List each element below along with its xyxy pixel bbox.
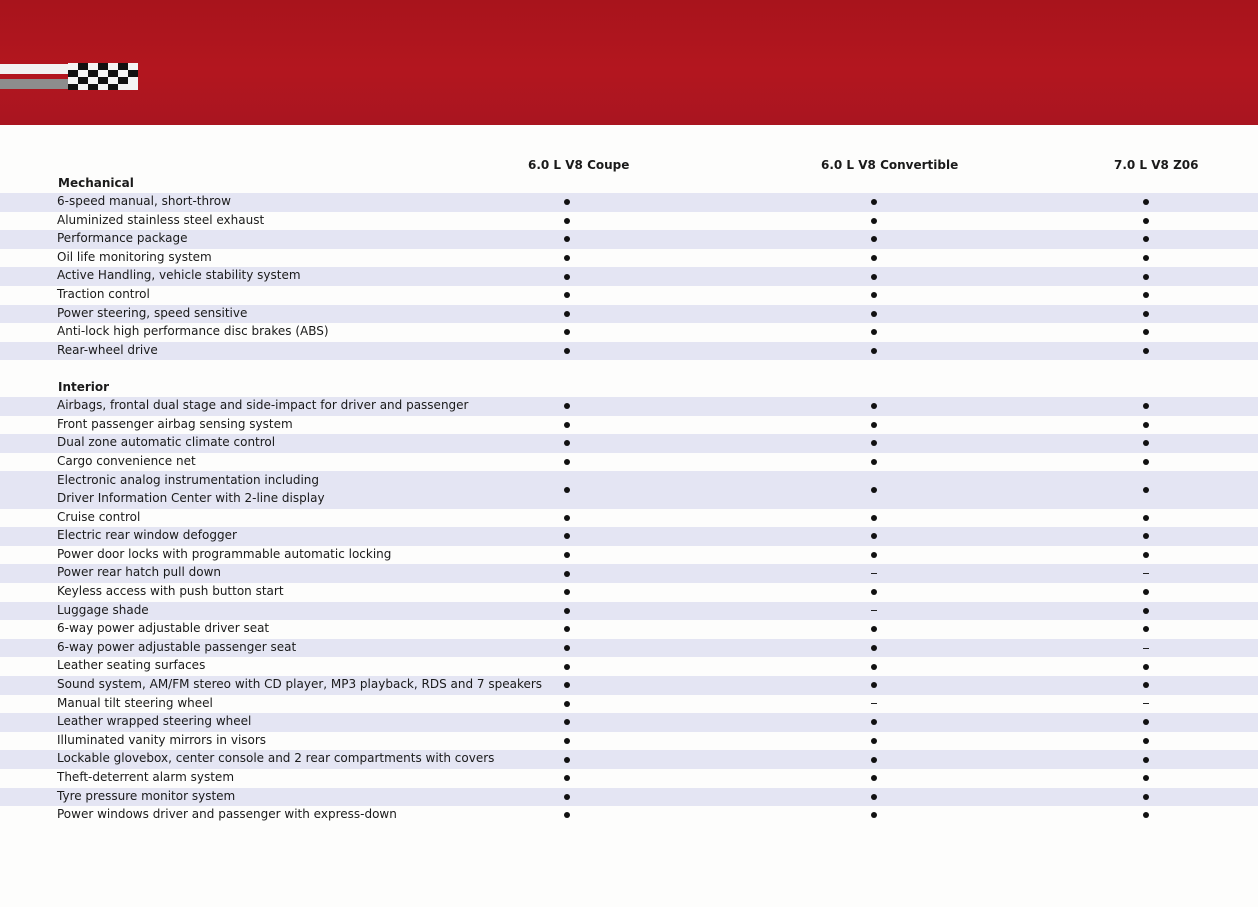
standard-dot-icon <box>871 218 877 224</box>
standard-dot-icon <box>1143 403 1149 409</box>
availability-cell <box>557 788 577 807</box>
standard-dot-icon <box>871 459 877 465</box>
standard-dot-icon <box>1143 608 1149 614</box>
availability-cell <box>864 602 884 621</box>
standard-dot-icon <box>1143 292 1149 298</box>
availability-cell <box>864 212 884 231</box>
feature-label: Sound system, AM/FM stereo with CD player, MP3 playback, RDS and 7 speakers <box>57 677 543 691</box>
standard-dot-icon <box>871 738 877 744</box>
standard-dot-icon <box>564 571 570 577</box>
table-row <box>0 471 1258 508</box>
availability-cell <box>557 323 577 342</box>
standard-dot-icon <box>564 440 570 446</box>
standard-dot-icon <box>871 757 877 763</box>
feature-label-line: Driver Information Center with 2-line display <box>57 491 325 506</box>
standard-dot-icon <box>564 812 570 818</box>
feature-label: Tyre pressure monitor system <box>57 788 236 803</box>
availability-cell <box>1136 453 1156 472</box>
availability-cell <box>864 230 884 249</box>
availability-cell <box>1136 620 1156 639</box>
standard-dot-icon <box>564 608 570 614</box>
feature-label: 6-speed manual, short-throw <box>57 194 231 208</box>
standard-dot-icon <box>1143 775 1149 781</box>
availability-cell <box>1136 416 1156 435</box>
table-row <box>0 453 1258 472</box>
availability-cell <box>1136 750 1156 769</box>
standard-dot-icon <box>1143 274 1149 280</box>
availability-cell <box>557 713 577 732</box>
availability-cell <box>864 564 884 583</box>
standard-dot-icon <box>871 274 877 280</box>
availability-cell <box>557 397 577 416</box>
not-available-dash-icon <box>1143 573 1149 574</box>
standard-dot-icon <box>564 775 570 781</box>
feature-label: Manual tilt steering wheel <box>57 695 213 710</box>
standard-dot-icon <box>1143 440 1149 446</box>
availability-cell <box>1136 639 1156 658</box>
feature-label: Keyless access with push button start <box>57 584 284 598</box>
standard-dot-icon <box>871 487 877 493</box>
standard-dot-icon <box>564 487 570 493</box>
availability-cell <box>557 695 577 714</box>
table-row <box>0 323 1258 342</box>
availability-cell <box>1136 769 1156 788</box>
availability-cell <box>557 546 577 565</box>
standard-dot-icon <box>1143 664 1149 670</box>
availability-cell <box>1136 657 1156 676</box>
not-available-dash-icon <box>1143 703 1149 704</box>
standard-dot-icon <box>564 311 570 317</box>
table-row <box>0 750 1258 769</box>
standard-dot-icon <box>1143 348 1149 354</box>
table-row <box>0 583 1258 602</box>
table-row <box>0 286 1258 305</box>
table-row <box>0 230 1258 249</box>
table-row <box>0 564 1258 583</box>
availability-cell <box>557 732 577 751</box>
standard-dot-icon <box>871 255 877 261</box>
standard-dot-icon <box>564 459 570 465</box>
availability-cell <box>557 657 577 676</box>
availability-cell <box>864 527 884 546</box>
feature-label: 6-way power adjustable passenger seat <box>57 639 297 654</box>
availability-cell <box>864 509 884 528</box>
table-row <box>0 639 1258 658</box>
availability-cell <box>864 323 884 342</box>
standard-dot-icon <box>1143 487 1149 493</box>
standard-dot-icon <box>564 533 570 539</box>
standard-dot-icon <box>564 552 570 558</box>
not-available-dash-icon <box>871 703 877 704</box>
availability-cell <box>557 453 577 472</box>
feature-label: Airbags, frontal dual stage and side-impact for driver and passenger <box>57 398 469 412</box>
table-row <box>0 602 1258 621</box>
availability-cell <box>1136 397 1156 416</box>
availability-cell <box>557 620 577 639</box>
availability-cell <box>1136 583 1156 602</box>
standard-dot-icon <box>871 626 877 632</box>
feature-label: Rear-wheel drive <box>57 342 158 357</box>
availability-cell <box>1136 286 1156 305</box>
standard-dot-icon <box>564 348 570 354</box>
standard-dot-icon <box>564 757 570 763</box>
availability-cell <box>1136 193 1156 212</box>
table-row <box>0 806 1258 825</box>
standard-dot-icon <box>1143 236 1149 242</box>
standard-dot-icon <box>1143 199 1149 205</box>
availability-cell <box>864 806 884 825</box>
availability-cell <box>557 230 577 249</box>
availability-cell <box>557 564 577 583</box>
standard-dot-icon <box>564 199 570 205</box>
standard-dot-icon <box>1143 515 1149 521</box>
standard-dot-icon <box>1143 738 1149 744</box>
table-row <box>0 676 1258 695</box>
availability-cell <box>864 305 884 324</box>
availability-cell <box>1136 323 1156 342</box>
standard-dot-icon <box>1143 459 1149 465</box>
standard-dot-icon <box>564 422 570 428</box>
feature-label: Power rear hatch pull down <box>57 565 222 580</box>
table-row <box>0 657 1258 676</box>
standard-dot-icon <box>871 664 877 670</box>
availability-cell <box>1136 695 1156 714</box>
availability-cell <box>557 434 577 453</box>
standard-dot-icon <box>871 311 877 317</box>
table-row <box>0 546 1258 565</box>
standard-dot-icon <box>564 255 570 261</box>
availability-cell <box>557 750 577 769</box>
standard-dot-icon <box>1143 218 1149 224</box>
feature-label: Power steering, speed sensitive <box>57 305 248 320</box>
availability-cell <box>864 249 884 268</box>
availability-cell <box>1136 267 1156 286</box>
feature-label <box>57 471 325 507</box>
standard-dot-icon <box>871 794 877 800</box>
feature-label: Leather wrapped steering wheel <box>57 714 252 729</box>
availability-cell <box>1136 676 1156 695</box>
table-row <box>0 732 1258 751</box>
availability-cell <box>1136 527 1156 546</box>
standard-dot-icon <box>871 775 877 781</box>
availability-cell <box>864 657 884 676</box>
availability-cell <box>864 471 884 508</box>
availability-cell <box>1136 212 1156 231</box>
column-header-convertible: 6.0 L V8 Convertible <box>821 158 959 172</box>
availability-cell <box>864 695 884 714</box>
availability-cell <box>1136 509 1156 528</box>
availability-cell <box>1136 434 1156 453</box>
feature-label: 6-way power adjustable driver seat <box>57 621 270 636</box>
table-row <box>0 397 1258 416</box>
table-row <box>0 527 1258 546</box>
column-header-coupe: 6.0 L V8 Coupe <box>528 158 630 172</box>
table-row <box>0 769 1258 788</box>
table-row <box>0 193 1258 212</box>
standard-dot-icon <box>564 589 570 595</box>
header-banner <box>0 0 1258 125</box>
table-row <box>0 434 1258 453</box>
feature-label: Cruise control <box>57 509 141 524</box>
availability-cell <box>864 342 884 361</box>
availability-cell <box>557 583 577 602</box>
availability-cell <box>864 750 884 769</box>
standard-dot-icon <box>564 738 570 744</box>
standard-dot-icon <box>564 682 570 688</box>
standard-dot-icon <box>564 794 570 800</box>
standard-dot-icon <box>564 719 570 725</box>
standard-dot-icon <box>564 626 570 632</box>
availability-cell <box>557 286 577 305</box>
availability-cell <box>864 286 884 305</box>
standard-dot-icon <box>564 515 570 521</box>
availability-cell <box>864 453 884 472</box>
not-available-dash-icon <box>871 610 877 611</box>
table-row <box>0 212 1258 231</box>
standard-dot-icon <box>564 701 570 707</box>
standard-dot-icon <box>871 348 877 354</box>
availability-cell <box>557 267 577 286</box>
section-title: Mechanical <box>58 176 134 190</box>
standard-dot-icon <box>564 218 570 224</box>
table-row <box>0 509 1258 528</box>
standard-dot-icon <box>1143 552 1149 558</box>
white-stripe <box>0 64 78 74</box>
feature-label: Traction control <box>57 287 150 301</box>
standard-dot-icon <box>1143 682 1149 688</box>
feature-label: Illuminated vanity mirrors in visors <box>57 732 267 747</box>
availability-cell <box>1136 602 1156 621</box>
grey-stripe <box>0 79 78 89</box>
standard-dot-icon <box>564 292 570 298</box>
table-row <box>0 695 1258 714</box>
standard-dot-icon <box>564 236 570 242</box>
availability-cell <box>1136 788 1156 807</box>
availability-cell <box>864 769 884 788</box>
standard-dot-icon <box>871 589 877 595</box>
standard-dot-icon <box>1143 812 1149 818</box>
standard-dot-icon <box>871 515 877 521</box>
table-row <box>0 305 1258 324</box>
standard-dot-icon <box>871 292 877 298</box>
table-row <box>0 267 1258 286</box>
availability-cell <box>864 788 884 807</box>
availability-cell <box>864 732 884 751</box>
feature-label: Front passenger airbag sensing system <box>57 416 293 431</box>
availability-cell <box>864 713 884 732</box>
availability-cell <box>557 342 577 361</box>
table-row <box>0 342 1258 361</box>
standard-dot-icon <box>1143 626 1149 632</box>
feature-label: Electric rear window defogger <box>57 528 237 543</box>
availability-cell <box>557 639 577 658</box>
standard-dot-icon <box>871 682 877 688</box>
standard-dot-icon <box>564 403 570 409</box>
availability-cell <box>864 583 884 602</box>
table-row <box>0 620 1258 639</box>
availability-cell <box>864 267 884 286</box>
availability-cell <box>864 639 884 658</box>
standard-dot-icon <box>564 274 570 280</box>
standard-dot-icon <box>871 422 877 428</box>
table-row <box>0 249 1258 268</box>
standard-dot-icon <box>871 403 877 409</box>
availability-cell <box>1136 471 1156 508</box>
not-available-dash-icon <box>871 573 877 574</box>
standard-dot-icon <box>871 533 877 539</box>
standard-dot-icon <box>871 440 877 446</box>
feature-label: Oil life monitoring system <box>57 249 212 264</box>
availability-cell <box>557 806 577 825</box>
availability-cell <box>1136 732 1156 751</box>
availability-cell <box>557 471 577 508</box>
feature-label: Cargo convenience net <box>57 453 196 468</box>
standard-dot-icon <box>871 719 877 725</box>
availability-cell <box>1136 249 1156 268</box>
standard-dot-icon <box>871 329 877 335</box>
feature-label-line: Electronic analog instrumentation including <box>57 473 320 488</box>
availability-cell <box>864 416 884 435</box>
availability-cell <box>1136 546 1156 565</box>
standard-dot-icon <box>871 236 877 242</box>
availability-cell <box>557 509 577 528</box>
standard-dot-icon <box>871 199 877 205</box>
table-row <box>0 713 1258 732</box>
feature-label: Performance package <box>57 231 188 246</box>
feature-label: Lockable glovebox, center console and 2 rear compartments with covers <box>57 751 495 766</box>
standard-dot-icon <box>1143 757 1149 763</box>
feature-label: Anti-lock high performance disc brakes (ABS) <box>57 324 329 339</box>
feature-label: Aluminized stainless steel exhaust <box>57 212 265 227</box>
availability-cell <box>864 193 884 212</box>
availability-cell <box>557 249 577 268</box>
standard-dot-icon <box>1143 255 1149 261</box>
availability-cell <box>557 416 577 435</box>
feature-label: Theft-deterrent alarm system <box>57 770 235 784</box>
availability-cell <box>1136 305 1156 324</box>
table-row <box>0 416 1258 435</box>
availability-cell <box>864 620 884 639</box>
column-header-z06: 7.0 L V8 Z06 <box>1114 158 1199 172</box>
availability-cell <box>864 676 884 695</box>
availability-cell <box>1136 564 1156 583</box>
standard-dot-icon <box>1143 311 1149 317</box>
availability-cell <box>557 193 577 212</box>
availability-cell <box>557 602 577 621</box>
standard-dot-icon <box>564 329 570 335</box>
standard-dot-icon <box>1143 589 1149 595</box>
feature-label: Luggage shade <box>57 602 149 617</box>
feature-label: Leather seating surfaces <box>57 658 206 673</box>
standard-dot-icon <box>1143 794 1149 800</box>
checkered-flag-icon <box>68 63 138 90</box>
feature-label: Power door locks with programmable automatic locking <box>57 546 392 561</box>
availability-cell <box>1136 342 1156 361</box>
availability-cell <box>557 769 577 788</box>
feature-label: Dual zone automatic climate control <box>57 435 276 450</box>
standard-dot-icon <box>871 812 877 818</box>
not-available-dash-icon <box>1143 648 1149 649</box>
availability-cell <box>557 305 577 324</box>
standard-dot-icon <box>871 645 877 651</box>
availability-cell <box>1136 230 1156 249</box>
availability-cell <box>864 397 884 416</box>
standard-dot-icon <box>564 664 570 670</box>
standard-dot-icon <box>1143 329 1149 335</box>
availability-cell <box>557 527 577 546</box>
standard-dot-icon <box>871 552 877 558</box>
availability-cell <box>557 676 577 695</box>
standard-dot-icon <box>1143 533 1149 539</box>
standard-dot-icon <box>1143 422 1149 428</box>
section-title: Interior <box>58 380 110 394</box>
feature-label: Power windows driver and passenger with express-down <box>57 807 397 822</box>
table-row <box>0 788 1258 807</box>
availability-cell <box>864 546 884 565</box>
availability-cell <box>1136 713 1156 732</box>
standard-dot-icon <box>564 645 570 651</box>
availability-cell <box>864 434 884 453</box>
availability-cell <box>1136 806 1156 825</box>
availability-cell <box>557 212 577 231</box>
standard-dot-icon <box>1143 719 1149 725</box>
feature-label: Active Handling, vehicle stability system <box>57 268 301 283</box>
